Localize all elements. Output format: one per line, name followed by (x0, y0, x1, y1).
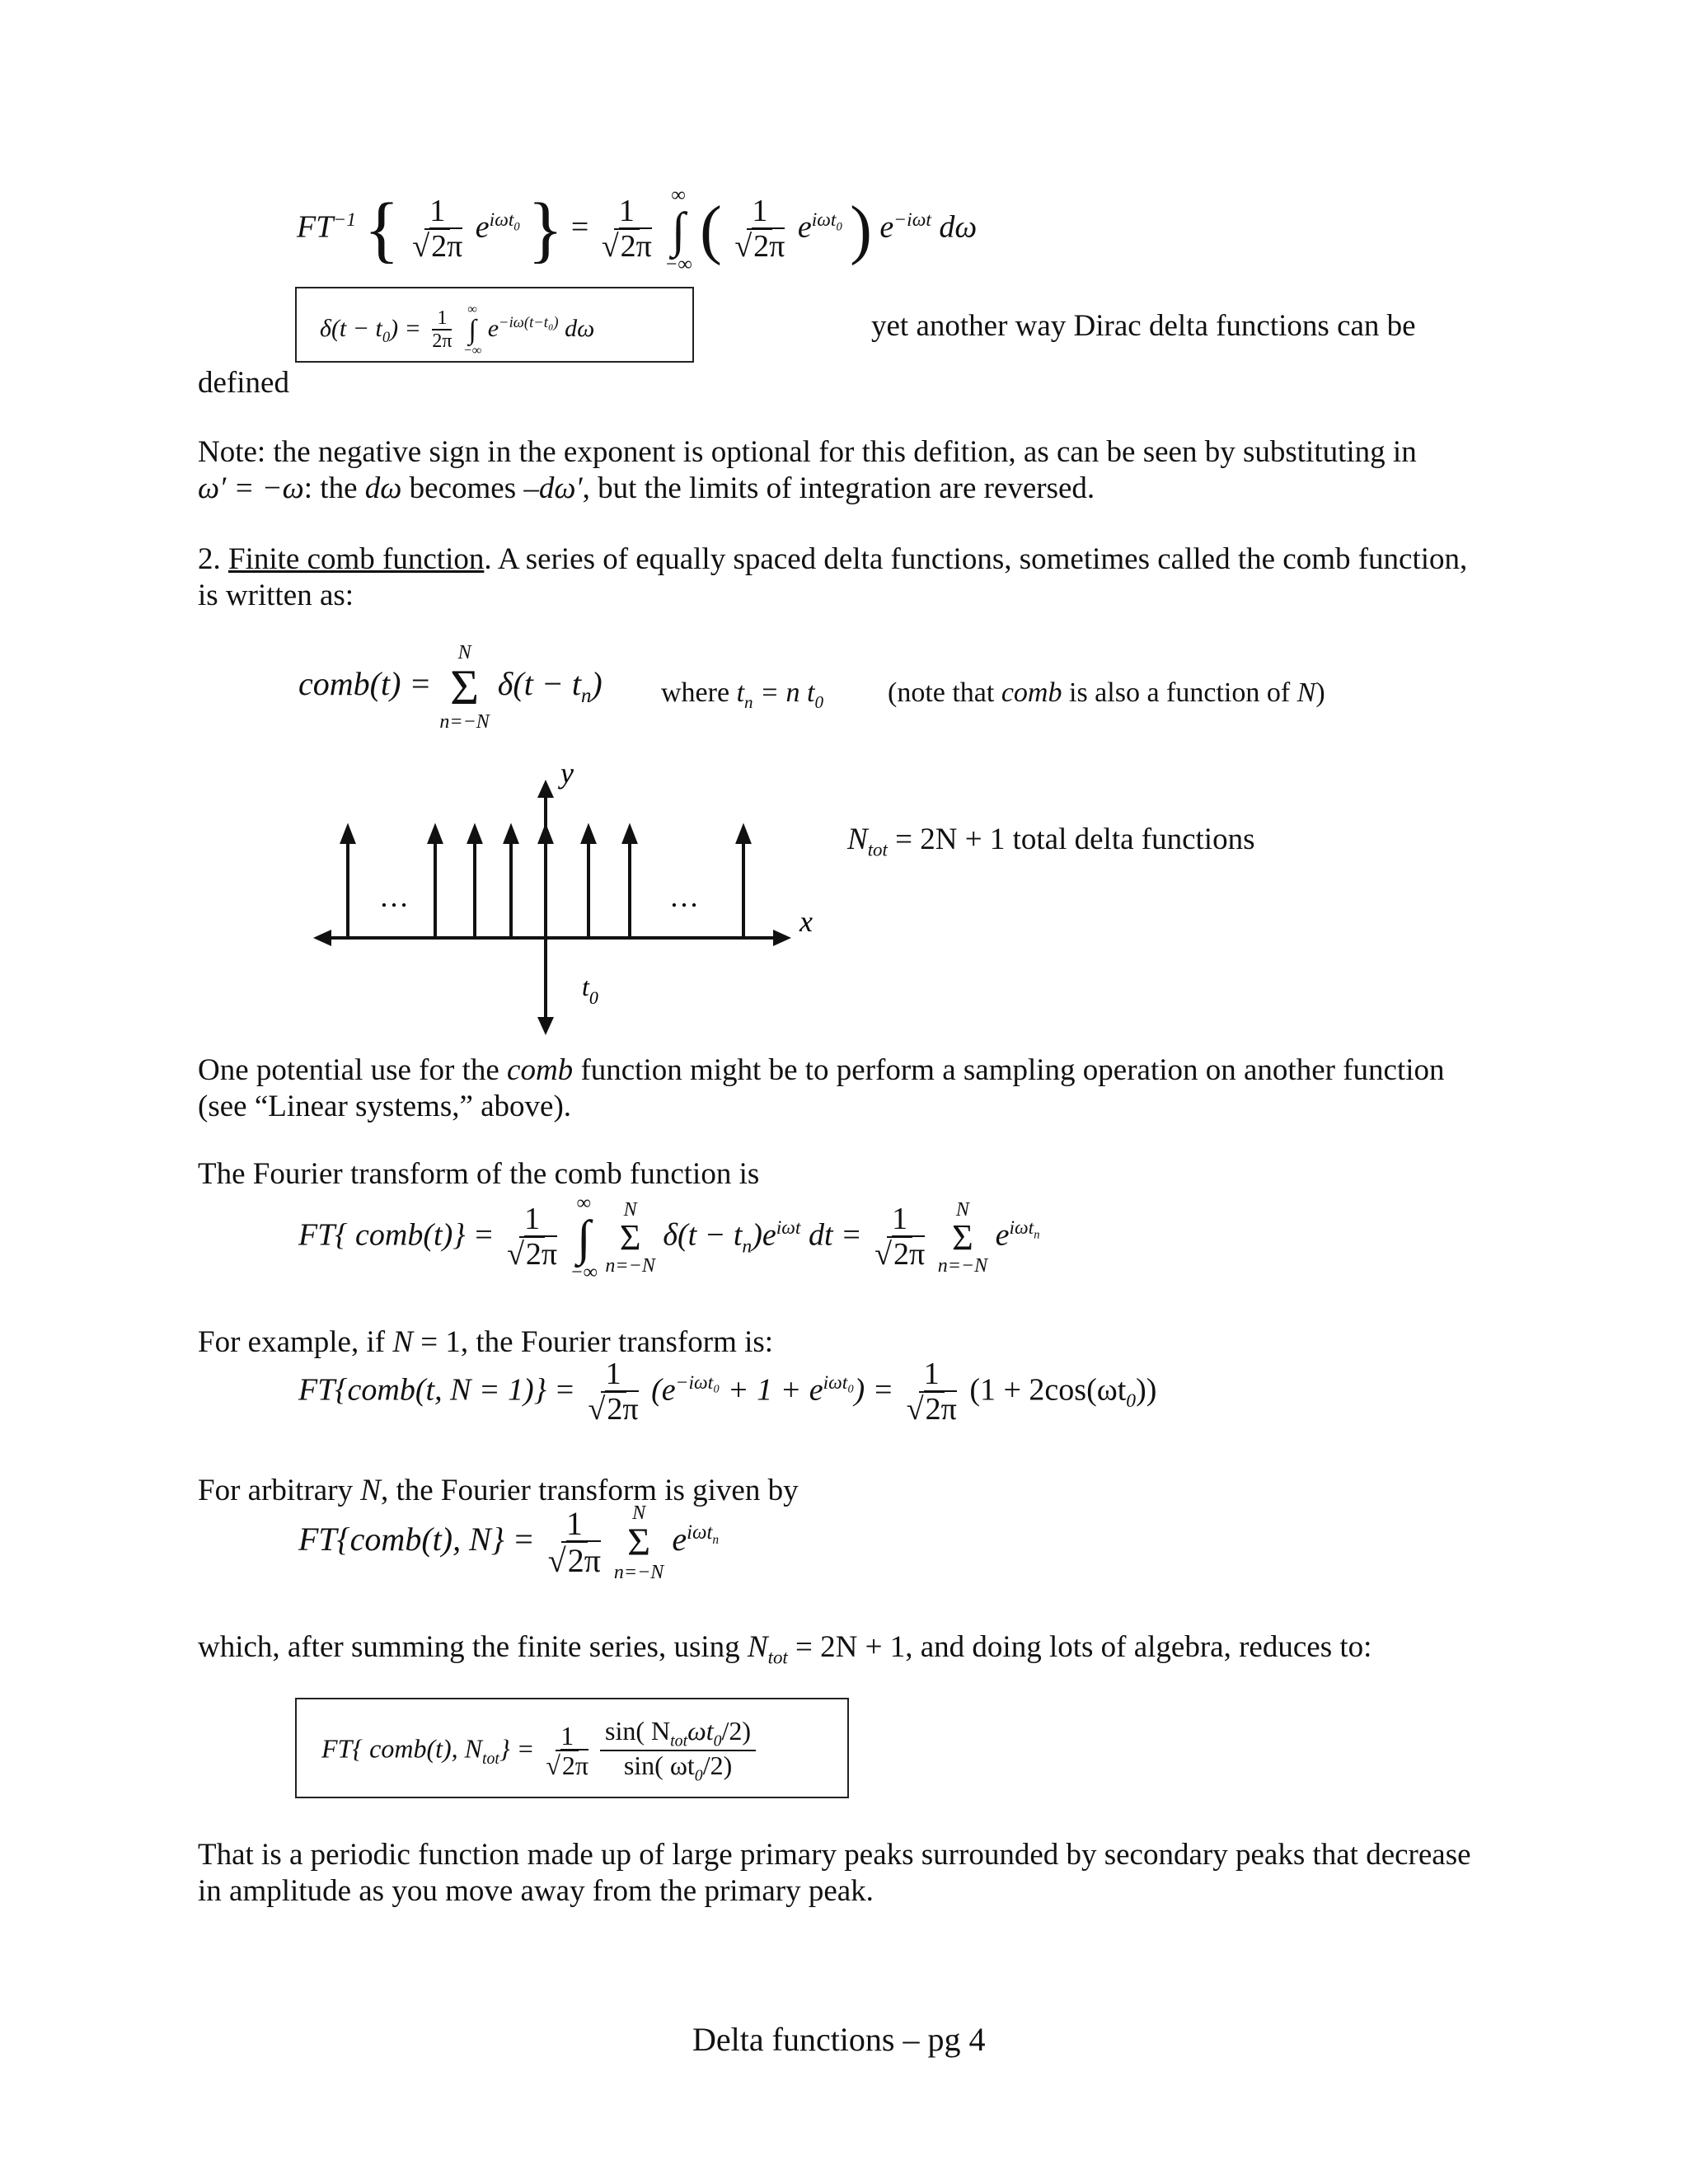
exponent-sub: 0 (836, 220, 842, 234)
fraction-1-sqrt2pi-b: $\frac{1}{√2\pi}$ (874, 1202, 926, 1272)
exponent: −iω(t−t₀) (499, 313, 559, 331)
denominator: 2π (753, 229, 785, 265)
spike-head (540, 827, 551, 842)
spike-head (624, 827, 635, 842)
fraction-1-sqrt2pi: $\frac{1}{√2\pi}$ (507, 1202, 558, 1272)
exponent: iωt (1009, 1217, 1034, 1240)
which-text (198, 1629, 1372, 1676)
fraction-sin-ratio (600, 1718, 756, 1785)
where-word: where (661, 677, 737, 708)
d-omega: dω (364, 471, 402, 505)
denominator: 2π (607, 1391, 639, 1427)
e-symbol: e (672, 1521, 687, 1558)
denominator: 2π (525, 1237, 558, 1272)
spike-head (583, 827, 594, 842)
exponent-sub: n (712, 1532, 720, 1547)
example-a: For example, if (198, 1325, 393, 1359)
t-sub-n: n (744, 691, 753, 712)
t0-t: t (582, 972, 589, 1001)
page-footer: Delta functions – pg 4 (692, 2021, 986, 2058)
comb-body: δ(t − t (497, 665, 581, 703)
equation-comb (298, 643, 603, 732)
inverse-exponent: −1 (333, 209, 357, 232)
example-b: N (392, 1325, 414, 1359)
note-comb-c: is also a function of (1062, 677, 1297, 708)
sum-symbol: Σ (450, 660, 480, 715)
ft-of-comb-text: The Fourier transform of the comb function is (198, 1157, 760, 1191)
delta-lhs: δ(t − t (320, 314, 382, 342)
note-text-d: becomes (401, 471, 524, 505)
note-comb-d: N (1296, 677, 1316, 708)
arb-b: N (360, 1474, 381, 1507)
sum-sign (614, 1503, 663, 1582)
exponent: iωt (687, 1521, 713, 1544)
y-axis-label: y (560, 757, 574, 790)
integral-sign: ∞ ∫ −∞ (664, 185, 692, 275)
e-symbol: e (475, 209, 490, 245)
integral-upper: ∞ (671, 185, 686, 206)
note-line-1: Note: the negative sign in the exponent is optional for this defition, as can be seen by substituting in (198, 435, 1417, 469)
equals-sign: = (570, 209, 589, 245)
where-tn (661, 674, 823, 721)
periodic-line-1: That is a periodic function made up of large primary peaks surrounded by secondary peaks that decrease (198, 1838, 1471, 1872)
n1-body-c: ) = (854, 1372, 894, 1408)
equation-ft-comb (298, 1193, 1039, 1282)
use-line-2: (see “Linear systems,” above). (198, 1090, 572, 1123)
spike-head (738, 827, 749, 842)
ellipsis-left: … (379, 880, 409, 913)
example-c: = 1, the Fourier transform is: (413, 1325, 774, 1359)
note-comb-b: comb (1001, 677, 1062, 708)
numerator: 1 (919, 1358, 945, 1393)
numerator: 1 (601, 1358, 626, 1393)
e-symbol: e (487, 314, 499, 342)
periodic-line-2: in amplitude as you move away from the primary peak. (198, 1874, 874, 1908)
num-a: sin( N (605, 1716, 671, 1746)
n1-body-a: (e (651, 1372, 676, 1408)
numerator: 1 (887, 1203, 912, 1238)
denominator: 2π (431, 229, 463, 265)
defined-text: defined (198, 366, 289, 400)
sum-symbol: Σ (952, 1217, 973, 1258)
numerator: 1 (556, 1722, 579, 1752)
num-sub: tot (670, 1732, 688, 1750)
sum-lower: n=−N (613, 1562, 664, 1583)
n1-tail-close: )) (1136, 1372, 1157, 1408)
d-omega: dω (939, 209, 978, 245)
comb-lhs: comb(t) = (298, 665, 432, 703)
which-b: N (747, 1630, 768, 1664)
sum-lower: n=−N (439, 711, 490, 733)
note-comb-a: (note that (888, 677, 1001, 708)
sum-upper: N (623, 1199, 637, 1221)
sum-sign-b (938, 1200, 987, 1276)
ftcomb-dt: dt = (800, 1217, 862, 1253)
exponent-neg: −iωt (893, 209, 931, 232)
ftcomb-exp: iωt (776, 1217, 801, 1240)
right-paren: ) (850, 194, 872, 266)
section-heading-rest: . A series of equally spaced delta functions, sometimes called the comb function, (484, 542, 1468, 576)
numerator: 1 (432, 308, 452, 330)
fraction-1-sqrt2pi-b: $\frac{1}{√2\pi}$ (906, 1357, 957, 1427)
note-text-f: , but the limits of integration are reversed. (582, 471, 1095, 505)
arb-lhs: FT{comb(t), N} = (298, 1521, 535, 1558)
arb-c: , the Fourier transform is given by (380, 1474, 799, 1507)
delta-lhs-sub: 0 (382, 328, 391, 346)
neg-d-omega-prime: –dω′ (523, 471, 583, 505)
n1-exp-neg: −iωt₀ (675, 1371, 720, 1394)
delta-definition-box (295, 287, 694, 363)
final-lhs-sub: tot (482, 1749, 499, 1768)
numerator: 1 (561, 1507, 588, 1543)
sum-lower: n=−N (605, 1255, 655, 1277)
denominator: 2π (893, 1237, 926, 1272)
comb-body-close: ) (591, 665, 603, 703)
sum-lower: n=−N (937, 1255, 988, 1277)
e-symbol: e (797, 209, 812, 245)
sum-upper: N (632, 1502, 646, 1524)
fraction-1-sqrt2pi: $\frac{1}{√2\pi}$ (547, 1505, 601, 1579)
use-line-1 (198, 1052, 1445, 1090)
which-sub: tot (767, 1647, 788, 1668)
exponent-sub: n (1034, 1228, 1040, 1242)
right-brace: } (528, 189, 564, 270)
d-omega: dω (565, 314, 595, 342)
n1-exp-pos: iωt₀ (823, 1371, 855, 1394)
exponent-sub: 0 (513, 220, 520, 234)
note-text-b: : the (303, 471, 365, 505)
numerator: 1 (424, 195, 450, 230)
denominator: 2π (567, 1542, 601, 1579)
num-sub2: 0 (713, 1732, 722, 1750)
equals-n-t: = n t (753, 677, 815, 708)
t0-sub: 0 (588, 987, 598, 1008)
fraction-1-sqrt2pi-c: $\frac{1}{√2\pi}$ (734, 194, 785, 265)
arb-a: For arbitrary (198, 1474, 361, 1507)
integral-lower: −∞ (463, 344, 482, 358)
sum-symbol: Σ (627, 1521, 651, 1564)
denominator: 2π (432, 330, 452, 353)
final-lhs-close: } = (499, 1733, 535, 1764)
equation-inverse-ft (297, 185, 977, 274)
fraction-1-2pi (427, 308, 457, 353)
integral-upper: ∞ (467, 302, 477, 316)
use-a: One potential use for the (198, 1053, 508, 1087)
omega-substitution: ω′ = −ω (198, 471, 304, 505)
example-text (198, 1324, 773, 1361)
integral-upper: ∞ (576, 1193, 591, 1214)
spike-head (429, 827, 441, 842)
x-axis-label: x (799, 905, 813, 938)
which-a: which, after summing the finite series, using (198, 1630, 748, 1664)
comb-body-sub: n (580, 685, 592, 708)
e-symbol: e (879, 209, 894, 245)
fraction-1-sqrt2pi-b: $\frac{1}{√2\pi}$ (601, 194, 652, 265)
den-sub: 0 (694, 1766, 703, 1785)
fraction-1-sqrt2pi: $\frac{1}{√2\pi}$ (588, 1357, 639, 1427)
final-result-box (295, 1698, 849, 1798)
integral-sign: ∞ ∫ −∞ (463, 302, 482, 358)
sum-sign (605, 1200, 654, 1276)
sum-upper: N (457, 642, 471, 663)
left-paren: ( (700, 194, 722, 266)
spike-head (505, 827, 517, 842)
section-2-line-2: is written as: (198, 579, 354, 612)
x-axis-arrow-left (313, 930, 331, 946)
numerator: 1 (519, 1203, 545, 1238)
ft-symbol: FT (297, 209, 334, 245)
ftcomb-body-sub: n (742, 1235, 753, 1258)
yet-another-text: yet another way Dirac delta functions can be (871, 309, 1416, 343)
ftcomb-lhs: FT{ comb(t)} = (298, 1217, 495, 1253)
final-lhs: FT{ comb(t), N (321, 1733, 482, 1764)
t0-label (582, 972, 598, 1008)
numerator: 1 (614, 195, 640, 230)
denominator: 2π (925, 1391, 957, 1427)
n1-tail: (1 + 2cos(ωt (969, 1372, 1127, 1408)
section-2-heading (198, 541, 1467, 579)
ntot-statement (847, 821, 1254, 869)
den-a: sin( ωt (623, 1750, 695, 1781)
integral-lower: −∞ (664, 254, 692, 275)
exponent: iωt (811, 209, 837, 232)
num-c: /2) (721, 1716, 752, 1746)
spike-head (469, 827, 481, 842)
section-title: Finite comb function (228, 542, 485, 576)
x-axis-arrow-right (773, 930, 791, 946)
equation-n1 (298, 1358, 1156, 1427)
integral-sign: ∞ ∫ −∞ (570, 1193, 598, 1283)
note-comb-e: ) (1315, 677, 1325, 708)
n1-tail-sub: 0 (1126, 1390, 1137, 1413)
delta-lhs-close: ) = (390, 314, 421, 342)
left-brace: { (363, 189, 400, 270)
t-sub-0: 0 (814, 691, 823, 712)
ftcomb-body-close: )e (752, 1217, 776, 1253)
y-axis-arrow-top (537, 780, 554, 798)
sum-symbol: Σ (619, 1217, 641, 1258)
den-c: /2) (702, 1750, 733, 1781)
comb-note (888, 674, 1325, 712)
ftcomb-body: δ(t − t (663, 1217, 743, 1253)
fraction-1-sqrt2pi: $\frac{1}{√2\pi}$ (412, 194, 463, 265)
which-c: = 2N + 1, and doing lots of algebra, reduces to: (787, 1630, 1372, 1664)
note-line-2 (198, 470, 1095, 508)
y-axis-arrow-bottom (537, 1017, 554, 1035)
ntot-n: N (847, 823, 868, 856)
ellipsis-right: … (669, 880, 699, 913)
n1-lhs: FT{comb(t, N = 1)} = (298, 1372, 576, 1408)
ntot-rest: = 2N + 1 total delta functions (887, 823, 1255, 856)
denominator: 2π (620, 229, 652, 265)
integral-lower: −∞ (570, 1262, 598, 1283)
comb-diagram (313, 742, 841, 1055)
denominator: 2π (561, 1750, 589, 1781)
ntot-sub: tot (867, 839, 888, 860)
sum-sign (439, 643, 489, 732)
section-number: 2. (198, 542, 228, 576)
t-symbol: t (736, 677, 745, 708)
sum-upper: N (955, 1199, 969, 1221)
e-symbol: e (995, 1217, 1010, 1253)
n1-body-b: + 1 + e (720, 1372, 823, 1408)
exponent: iωt (489, 209, 514, 232)
equation-arbitrary (298, 1503, 719, 1582)
use-c: function might be to perform a sampling operation on another function (573, 1053, 1445, 1087)
num-b: ωt (687, 1716, 714, 1746)
spike-head (342, 827, 354, 842)
numerator: 1 (747, 195, 772, 230)
use-b: comb (507, 1053, 574, 1087)
fraction-1-sqrt2pi: $\frac{1}{√2\pi}$ (546, 1720, 589, 1781)
